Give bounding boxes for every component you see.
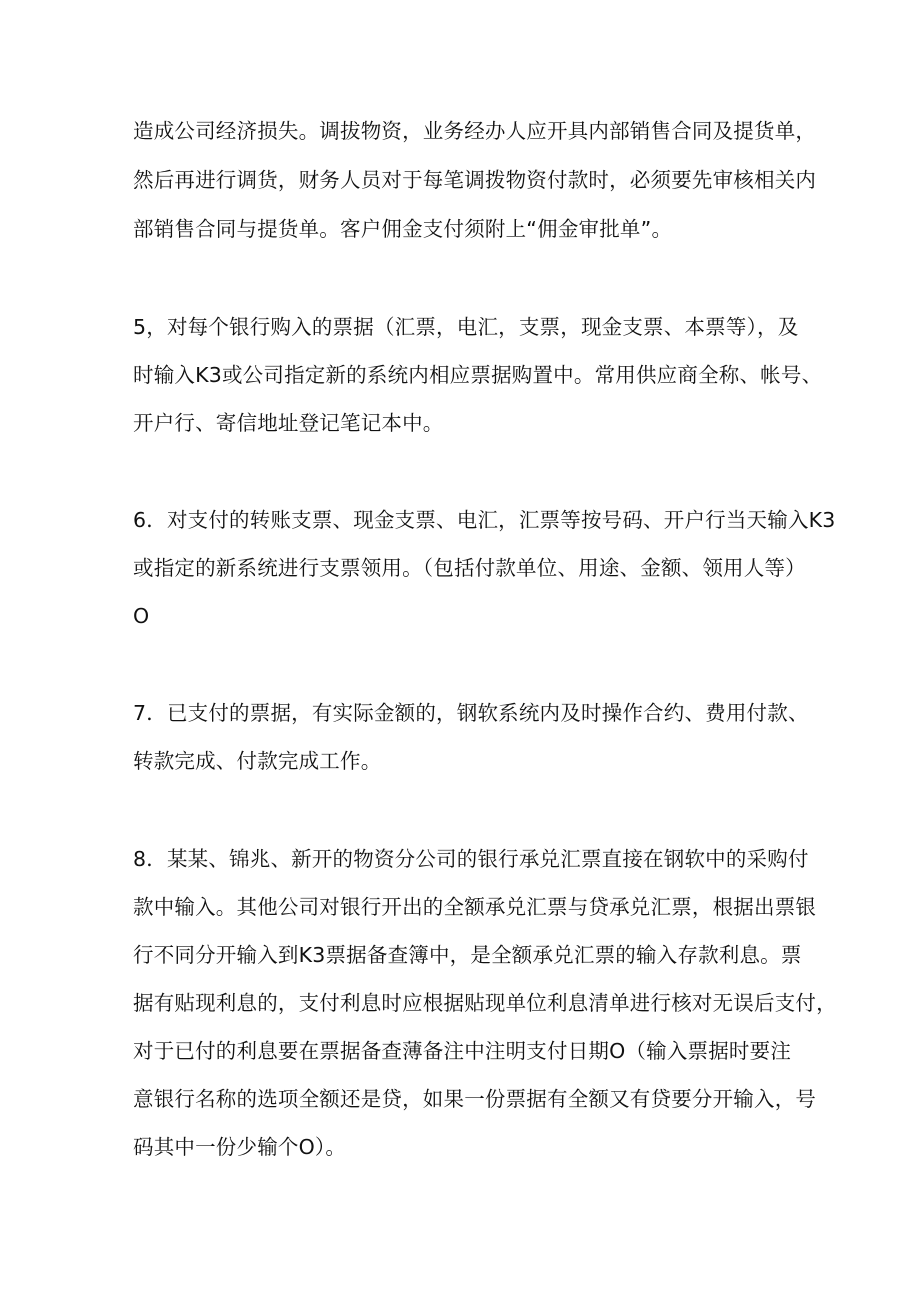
text-line: 码其中一份少输个O）。 [133,1135,347,1159]
text-line: 然后再进行调货，财务人员对于每笔调拨物资付款时，必须要先审核相关内 [133,168,817,192]
text-line: 据有贴现利息的，支付利息时应根据贴现单位利息清单进行核对无误后支付， [133,991,837,1015]
text-line: 行不同分开输入到K3票据备查簿中，是全额承兑汇票的输入存款利息。票 [133,943,802,967]
text-line: 时输入K3或公司指定新的系统内相应票据购置中。常用供应商全称、帐号、 [133,363,823,387]
text-line: 部销售合同与提货单。客户佣金支付须附上“佣金审批单”。 [133,217,673,241]
text-line: 5，对每个银行购入的票据（汇票，电汇，支票，现金支票、本票等），及 [133,315,799,339]
text-line: O [133,604,150,628]
text-line: 或指定的新系统进行支票领用。（包括付款单位、用途、金额、领用人等） [133,556,806,580]
text-line: 造成公司经济损失。调拔物资，业务经办人应开具内部销售合同及提货单， [133,119,817,143]
text-line: 意银行名称的选项全额还是贷，如果一份票据有全额又有贷要分开输入，号 [133,1087,817,1111]
text-line: 6．对支付的转账支票、现金支票、电汇，汇票等按号码、开户行当天输入K3 [133,508,836,532]
text-line: 转款完成、付款完成工作。 [133,749,382,773]
text-line: 对于已付的利息要在票据备查薄备注中注明支付日期O（输入票据时要注 [133,1039,792,1063]
text-line: 开户行、寄信地址登记笔记本中。 [133,411,444,435]
text-line: 7．已支付的票据，有实际金额的，钢软系统内及时操作合约、费用付款、 [133,701,809,725]
text-line: 8．某某、锦兆、新开的物资分公司的银行承兑汇票直接在钢软中的采购付 [133,847,809,871]
text-line: 款中输入。其他公司对银行开出的全额承兑汇票与贷承兑汇票，根据出票银 [133,895,817,919]
